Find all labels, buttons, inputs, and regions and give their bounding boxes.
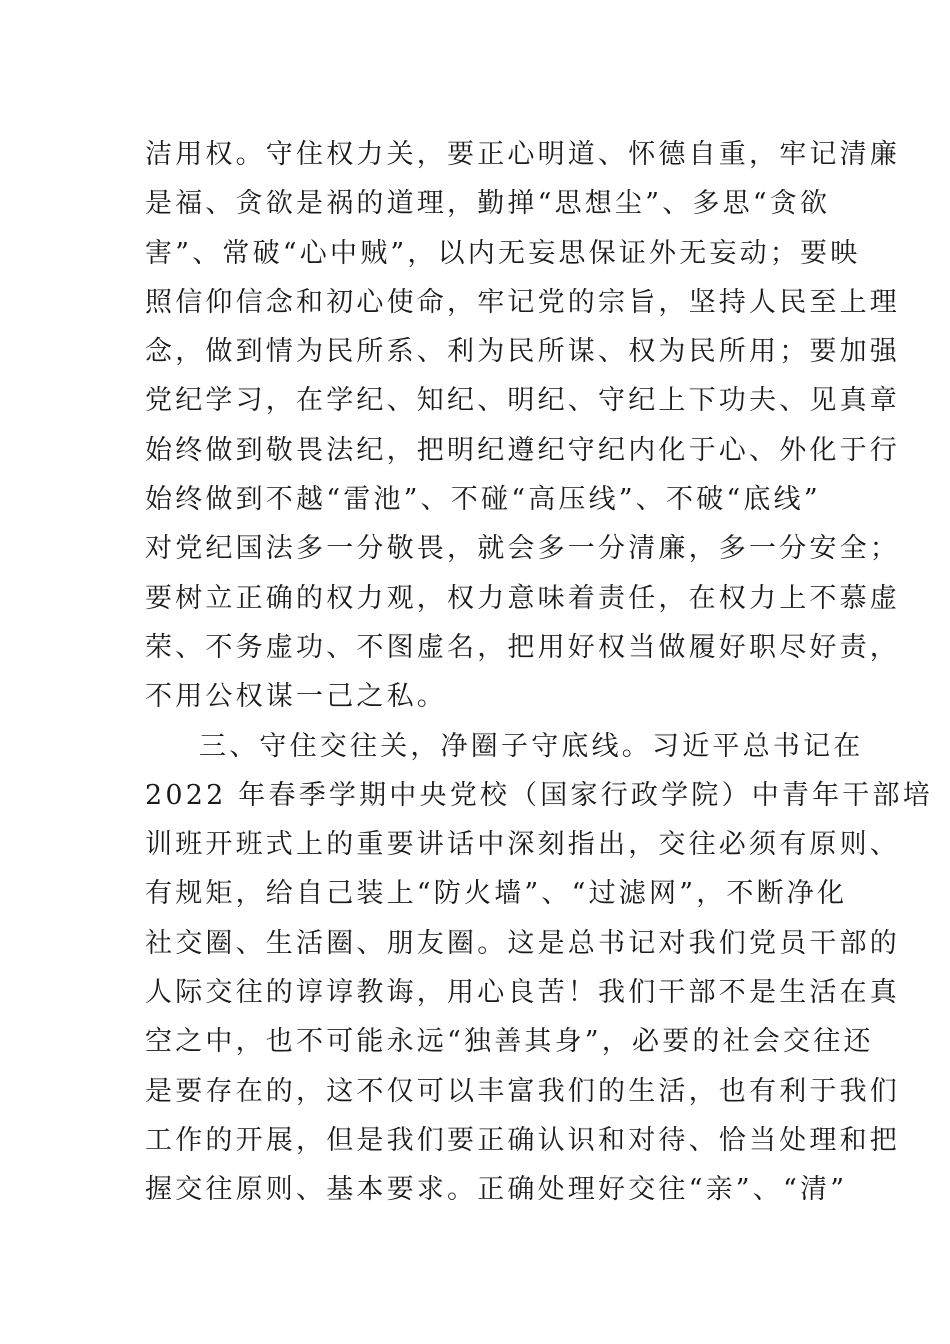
text-line: 始终做到敬畏法纪，把明纪遵纪守纪内化于心、外化于行 [145,434,900,466]
text-line: 照信仰信念和初心使命，牢记党的宗旨，坚持人民至上理 [145,286,900,318]
text-line: 人际交往的谆谆教诲，用心良苦！我们干部不是生活在真 [145,977,900,1009]
section-heading-line: 三、守住交往关，净圈子守底线。习近平总书记在 [199,730,864,762]
text-line: 洁用权。守住权力关，要正心明道、怀德自重，牢记清廉 [145,139,900,170]
text-line: 荣、不务虚功、不图虚名，把用好权当做履好职尽好责， [145,631,900,663]
text-line: 2022 年春季学期中央党校（国家行政学院）中青年干部培 [145,779,933,811]
text-line: 对党纪国法多一分敬畏，就会多一分清廉，多一分安全； [145,533,900,565]
text-line: 始终做到不越“雷池”、不碰“高压线”、不破“底线” [145,484,821,516]
text-line: 社交圈、生活圈、朋友圈。这是总书记对我们党员干部的 [145,927,900,959]
text-line: 是福、贪欲是祸的道理，勤掸“思想尘”、多思“贪欲 [145,188,831,220]
text-line: 不用公权谋一己之私。 [145,681,447,713]
text-line: 念，做到情为民所系、利为民所谋、权为民所用；要加强 [145,336,900,368]
text-line: 是要存在的，这不仅可以丰富我们的生活，也有利于我们 [145,1075,900,1107]
text-line: 空之中，也不可能永远“独善其身”，必要的社会交往还 [145,1026,874,1058]
text-line: 有规矩，给自己装上“防火墙”、“过滤网”，不断净化 [145,878,848,910]
text-line: 党纪学习，在学纪、知纪、明纪、守纪上下功夫、见真章 [145,385,900,417]
text-line: 害”、常破“心中贼”，以内无妄思保证外无妄动；要映 [145,237,861,269]
text-line: 训班开班式上的重要讲话中深刻指出，交往必须有原则、 [145,829,900,861]
body-text [145,130,933,1215]
text-line: 工作的开展，但是我们要正确认识和对待、恰当处理和把 [145,1124,900,1156]
text-line: 要树立正确的权力观，权力意味着责任，在权力上不慕虚 [145,582,900,614]
text-line: 握交往原则、基本要求。正确处理好交往“亲”、“清” [145,1174,848,1206]
